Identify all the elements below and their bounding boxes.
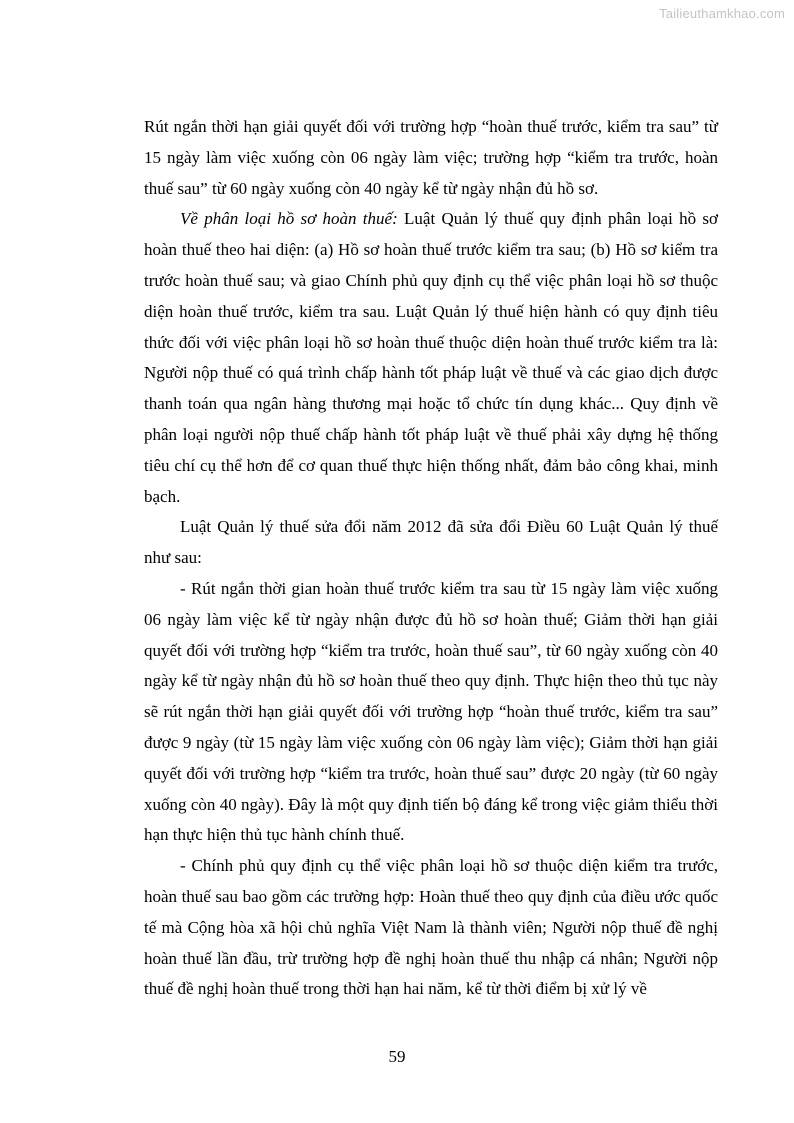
paragraph-2-text: Luật Quản lý thuế quy định phân loại hồ sơ hoàn thuế theo hai diện: (a) Hồ sơ hoàn thuế trước kiểm tra sau; (b) Hồ sơ kiểm tra trước hoàn thuế sau; và giao Chính phủ quy định cụ thể việc phân loại hồ sơ thuộc diện hoàn thuế trước, kiểm tra sau. Luật Quản lý thuế hiện hành có quy định tiêu thức đối với việc phân loại hồ sơ hoàn thuế thuộc diện hoàn thuế trước kiểm tra là: Người nộp thuế có quá trình chấp hành tốt pháp luật về thuế và các giao dịch được thanh toán qua ngân hàng thương mại hoặc tổ chức tín dụng khác... Quy định về phân loại người nộp thuế chấp hành tốt pháp luật về thuế phải xây dựng hệ thống tiêu chí cụ thể hơn để cơ quan thuế thực hiện thống nhất, đảm bảo công khai, minh bạch.: [144, 209, 718, 506]
paragraph-2: [144, 204, 718, 512]
paragraph-2-lead: Về phân loại hồ sơ hoàn thuế:: [180, 209, 398, 229]
page-number: 59: [388, 1047, 406, 1066]
watermark: Tailieuthamkhao.com: [659, 6, 785, 21]
paragraph-4: - Rút ngắn thời gian hoàn thuế trước kiểm tra sau từ 15 ngày làm việc xuống 06 ngày làm việc kể từ ngày nhận được đủ hồ sơ hoàn thuế; Giảm thời hạn giải quyết đối với trường hợp “kiểm tra trước, hoàn thuế sau”, từ 60 ngày xuống còn 40 ngày kể từ ngày nhận đủ hồ sơ hoàn thuế theo quy định. Thực hiện theo thủ tục này sẽ rút ngắn thời hạn giải quyết đối với trường hợp “hoàn thuế trước, kiểm tra sau” được 9 ngày (từ 15 ngày làm việc xuống còn 06 ngày làm việc); Giảm thời hạn giải quyết đối với trường hợp “kiểm tra trước, hoàn thuế sau” được 20 ngày (từ 60 ngày xuống còn 40 ngày). Đây là một quy định tiến bộ đáng kể trong việc giảm thiểu thời hạn thực hiện thủ tục hành chính thuế.: [144, 578, 718, 845]
paragraph-5: - Chính phủ quy định cụ thể việc phân loại hồ sơ thuộc diện kiểm tra trước, hoàn thuế sau bao gồm các trường hợp: Hoàn thuế theo quy định của điều ước quốc tế mà Cộng hòa xã hội chủ nghĩa Việt Nam là thành viên; Người nộp thuế đề nghị hoàn thuế lần đầu, trừ trường hợp đề nghị hoàn thuế thu nhập cá nhân; Người nộp thuế đề nghị hoàn thuế trong thời hạn hai năm, kể từ thời điểm bị xử lý về: [144, 856, 718, 999]
document-body: [144, 112, 718, 1005]
paragraph-1: Rút ngắn thời hạn giải quyết đối với trường hợp “hoàn thuế trước, kiểm tra sau” từ 15 ngày làm việc xuống còn 06 ngày làm việc; trường hợp “kiểm tra trước, hoàn thuế sau” từ 60 ngày xuống còn 40 ngày kể từ ngày nhận đủ hồ sơ.: [144, 117, 718, 198]
paragraph-3: Luật Quản lý thuế sửa đổi năm 2012 đã sửa đổi Điều 60 Luật Quản lý thuế như sau:: [144, 517, 718, 568]
